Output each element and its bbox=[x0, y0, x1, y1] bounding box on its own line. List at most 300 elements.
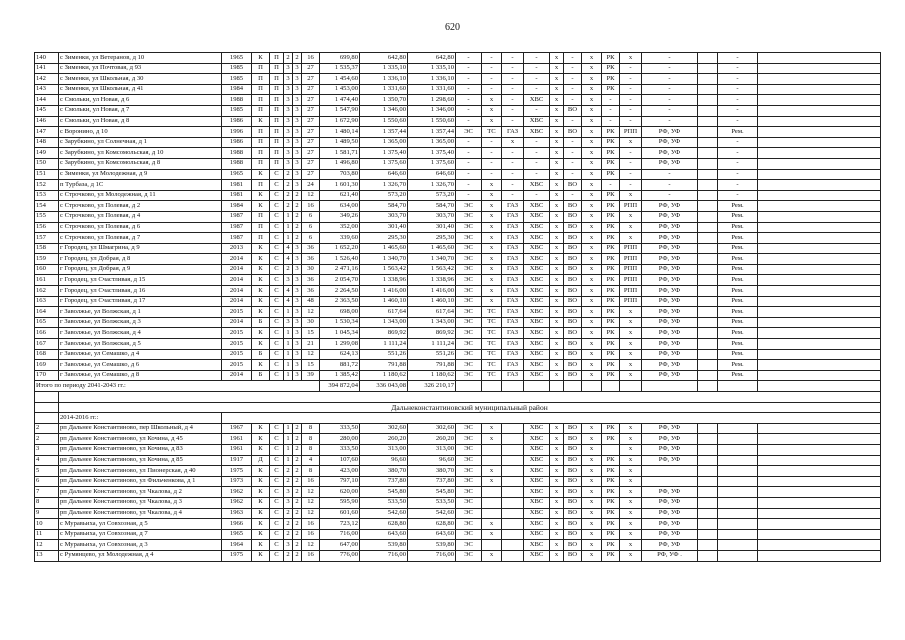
table-cell: РК bbox=[602, 211, 620, 222]
table-cell: К bbox=[252, 508, 270, 519]
table-cell: 1962 bbox=[222, 487, 252, 498]
table-cell: 27 bbox=[302, 127, 320, 138]
table-cell: х bbox=[620, 233, 642, 244]
table-cell: 1 550,60 bbox=[408, 116, 456, 127]
table-cell: х bbox=[482, 529, 502, 540]
table-cell: П bbox=[270, 105, 284, 116]
table-cell: РФ, УФ bbox=[642, 254, 698, 265]
table-cell: К bbox=[252, 201, 270, 212]
table-row bbox=[35, 264, 881, 275]
table-cell: г Заволжье, ул Семашко, д 4 bbox=[59, 349, 222, 360]
table-cell: 158 bbox=[35, 243, 59, 254]
table-cell: 1 bbox=[284, 233, 293, 244]
table-cell: 3 bbox=[284, 137, 293, 148]
table-cell: х bbox=[582, 180, 602, 191]
table-cell: с Строчково, ул Полевая, д 6 bbox=[59, 222, 222, 233]
table-cell: - bbox=[602, 180, 620, 191]
table-cell bbox=[502, 519, 524, 530]
table-row bbox=[35, 116, 881, 127]
table-cell bbox=[718, 466, 758, 477]
table-cell bbox=[698, 349, 718, 360]
table-cell: 3 bbox=[293, 169, 302, 180]
table-cell: х bbox=[550, 53, 564, 64]
table-cell: 539,80 bbox=[408, 540, 456, 551]
table-cell: х bbox=[582, 169, 602, 180]
table-cell: с Зарубкино, ул Солнечная, д 1 bbox=[59, 137, 222, 148]
table-cell: 1 453,00 bbox=[320, 84, 360, 95]
table-cell: рп Дальнее Константиново, пер Школьный, д 4 bbox=[59, 423, 222, 434]
table-cell: П bbox=[270, 63, 284, 74]
table-cell: ВО bbox=[564, 455, 582, 466]
table-cell: С bbox=[270, 275, 284, 286]
table-cell: ЭС bbox=[456, 444, 482, 455]
table-cell: 3 bbox=[293, 286, 302, 297]
table-cell: 313,00 bbox=[408, 444, 456, 455]
table-cell: С bbox=[270, 211, 284, 222]
table-cell: С bbox=[270, 169, 284, 180]
table-cell: г Заволжье, ул Волжская, д 1 bbox=[59, 307, 222, 318]
table-cell: - bbox=[564, 169, 582, 180]
table-cell: - bbox=[502, 180, 524, 191]
table-cell bbox=[698, 328, 718, 339]
table-cell: с Муравьиха, ул Совхозная, д 7 bbox=[59, 529, 222, 540]
table-cell: РК bbox=[602, 286, 620, 297]
table-cell: х bbox=[620, 190, 642, 201]
table-cell: П bbox=[252, 233, 270, 244]
table-cell bbox=[698, 74, 718, 85]
table-cell: 2 bbox=[284, 169, 293, 180]
table-cell bbox=[758, 63, 881, 74]
table-cell bbox=[718, 423, 758, 434]
table-cell: 16 bbox=[302, 201, 320, 212]
table-cell: РК bbox=[602, 434, 620, 445]
table-cell: ХВС bbox=[524, 487, 550, 498]
table-cell bbox=[758, 476, 881, 487]
table-cell: 1973 bbox=[222, 476, 252, 487]
table-cell: х bbox=[550, 349, 564, 360]
table-cell: РК bbox=[602, 148, 620, 159]
table-cell bbox=[698, 95, 718, 106]
table-cell: х bbox=[550, 444, 564, 455]
table-cell: 3 bbox=[293, 254, 302, 265]
table-cell: 339,60 bbox=[320, 233, 360, 244]
table-cell: РК bbox=[602, 508, 620, 519]
table-cell: РПП bbox=[620, 286, 642, 297]
table-cell: ВО bbox=[564, 519, 582, 530]
table-cell bbox=[502, 476, 524, 487]
table-cell: 2 bbox=[284, 519, 293, 530]
table-cell: 3 bbox=[293, 137, 302, 148]
table-cell: П bbox=[270, 127, 284, 138]
table-cell: ЭС bbox=[456, 254, 482, 265]
table-cell: РФ, УФ bbox=[642, 264, 698, 275]
table-cell: 620,00 bbox=[320, 487, 360, 498]
table-cell: 643,60 bbox=[360, 529, 408, 540]
table-cell: С bbox=[270, 529, 284, 540]
table-cell: 2014 bbox=[222, 254, 252, 265]
table-cell bbox=[718, 476, 758, 487]
table-cell: - bbox=[564, 148, 582, 159]
table-cell: Рем. bbox=[718, 317, 758, 328]
table-cell: 151 bbox=[35, 169, 59, 180]
table-cell: х bbox=[550, 550, 564, 561]
table-cell: - bbox=[602, 105, 620, 116]
table-cell: - bbox=[524, 53, 550, 64]
table-cell: 1975 bbox=[222, 550, 252, 561]
table-cell: РФ, УФ bbox=[642, 508, 698, 519]
table-cell: х bbox=[582, 254, 602, 265]
table-cell: 140 bbox=[35, 53, 59, 64]
table-row bbox=[35, 158, 881, 169]
table-cell bbox=[718, 540, 758, 551]
table-cell: рп Дальнее Константиново, ул Пионерская, д 40 bbox=[59, 466, 222, 477]
table-cell: ЭС bbox=[456, 540, 482, 551]
table-cell: - bbox=[620, 105, 642, 116]
table-cell: К bbox=[252, 444, 270, 455]
table-cell: 1 465,60 bbox=[408, 243, 456, 254]
table-cell: 303,70 bbox=[408, 211, 456, 222]
table-cell: РФ, УФ bbox=[642, 317, 698, 328]
table-cell: г Заволжье, ул Семашко, д 8 bbox=[59, 370, 222, 381]
table-cell: х bbox=[620, 529, 642, 540]
table-row bbox=[35, 74, 881, 85]
table-cell: 303,70 bbox=[360, 211, 408, 222]
table-cell: ВО bbox=[564, 233, 582, 244]
table-cell: - bbox=[482, 169, 502, 180]
table-cell: РК bbox=[602, 275, 620, 286]
table-cell: 3 bbox=[284, 497, 293, 508]
table-cell: ЭС bbox=[456, 466, 482, 477]
table-cell: С bbox=[270, 466, 284, 477]
table-cell: РК bbox=[602, 264, 620, 275]
table-cell: С bbox=[270, 497, 284, 508]
table-cell: 4 bbox=[302, 455, 320, 466]
table-cell: ВО bbox=[564, 127, 582, 138]
table-cell: 1 357,44 bbox=[360, 127, 408, 138]
table-cell: х bbox=[620, 466, 642, 477]
table-cell: 2 bbox=[293, 487, 302, 498]
table-cell: - bbox=[456, 74, 482, 85]
page-number: 620 bbox=[445, 22, 460, 33]
table-cell: ЭС bbox=[456, 487, 482, 498]
table-cell bbox=[758, 519, 881, 530]
table-cell: ХВС bbox=[524, 349, 550, 360]
table-cell: 1 535,37 bbox=[320, 63, 360, 74]
table-cell: 699,80 bbox=[320, 53, 360, 64]
table-cell: ХВС bbox=[524, 95, 550, 106]
table-cell: С bbox=[270, 349, 284, 360]
table-cell: ТС bbox=[482, 349, 502, 360]
table-cell: рп Дальнее Константиново, ул Кочина, д 83 bbox=[59, 444, 222, 455]
table-cell: - bbox=[564, 95, 582, 106]
table-cell: х bbox=[582, 74, 602, 85]
table-cell: - bbox=[718, 95, 758, 106]
table-row bbox=[35, 540, 881, 551]
table-cell: г Городец, ул Счастливая, д 17 bbox=[59, 296, 222, 307]
table-cell: х bbox=[582, 508, 602, 519]
table-cell: 601,60 bbox=[320, 508, 360, 519]
table-cell: ХВС bbox=[524, 370, 550, 381]
table-cell: - bbox=[642, 63, 698, 74]
table-cell: х bbox=[502, 137, 524, 148]
table-cell: 1 652,20 bbox=[320, 243, 360, 254]
table-cell bbox=[718, 434, 758, 445]
table-cell: П bbox=[270, 158, 284, 169]
table-cell: ХВС bbox=[524, 307, 550, 318]
table-cell: 2 bbox=[293, 222, 302, 233]
table-cell: П bbox=[252, 222, 270, 233]
table-cell: РК bbox=[602, 127, 620, 138]
table-cell: рп Дальнее Константиново, ул Кочина, д 85 bbox=[59, 455, 222, 466]
period-header-row bbox=[35, 413, 881, 424]
table-cell: 1963 bbox=[222, 508, 252, 519]
table-cell: РФ, УФ bbox=[642, 307, 698, 318]
table-cell: 169 bbox=[35, 360, 59, 371]
table-cell: 1 343,00 bbox=[408, 317, 456, 328]
table-cell: ВО bbox=[564, 339, 582, 350]
table-cell: С bbox=[270, 286, 284, 297]
table-cell: х bbox=[550, 370, 564, 381]
table-row bbox=[35, 487, 881, 498]
table-cell bbox=[758, 95, 881, 106]
table-cell: 1965 bbox=[222, 169, 252, 180]
table-cell: ЭС bbox=[456, 275, 482, 286]
table-cell: 36 bbox=[302, 254, 320, 265]
table-cell: 27 bbox=[302, 74, 320, 85]
table-cell: ГАЗ bbox=[502, 307, 524, 318]
table-cell: 1 346,00 bbox=[408, 105, 456, 116]
table-cell: П bbox=[252, 180, 270, 191]
table-cell: 2 bbox=[293, 519, 302, 530]
table-cell: - bbox=[642, 180, 698, 191]
table-cell: П bbox=[252, 211, 270, 222]
table-cell: - bbox=[482, 74, 502, 85]
table-cell: ЭС bbox=[456, 222, 482, 233]
table-cell: х bbox=[582, 243, 602, 254]
table-cell bbox=[758, 360, 881, 371]
table-cell: 642,80 bbox=[360, 53, 408, 64]
table-cell: 3 bbox=[293, 360, 302, 371]
table-cell: ХВС bbox=[524, 264, 550, 275]
table-cell: 617,64 bbox=[360, 307, 408, 318]
table-cell: РФ, УФ bbox=[642, 339, 698, 350]
table-cell: 3 bbox=[293, 158, 302, 169]
table-cell: 10 bbox=[35, 519, 59, 530]
table-cell: 27 bbox=[302, 95, 320, 106]
table-cell: 791,88 bbox=[408, 360, 456, 371]
table-cell: С bbox=[270, 190, 284, 201]
table-cell: 1 385,42 bbox=[320, 370, 360, 381]
table-cell: 1 045,34 bbox=[320, 328, 360, 339]
table-cell: х bbox=[550, 296, 564, 307]
table-cell: 3 bbox=[293, 243, 302, 254]
table-cell bbox=[698, 550, 718, 561]
table-cell: ТС bbox=[482, 339, 502, 350]
table-cell: 166 bbox=[35, 328, 59, 339]
table-row bbox=[35, 519, 881, 530]
table-cell: 1 672,90 bbox=[320, 116, 360, 127]
table-cell: 1981 bbox=[222, 190, 252, 201]
table-cell: 2 bbox=[293, 233, 302, 244]
table-cell: 595,90 bbox=[320, 497, 360, 508]
table-cell: ХВС bbox=[524, 434, 550, 445]
table-cell bbox=[698, 201, 718, 212]
table-cell: РК bbox=[602, 53, 620, 64]
table-cell: К bbox=[252, 53, 270, 64]
table-cell: 2 bbox=[293, 497, 302, 508]
table-cell: ВО bbox=[564, 296, 582, 307]
table-cell: х bbox=[620, 455, 642, 466]
table-cell: 157 bbox=[35, 233, 59, 244]
table-cell: - bbox=[502, 105, 524, 116]
table-cell: Рем. bbox=[718, 211, 758, 222]
table-cell: 617,64 bbox=[408, 307, 456, 318]
table-cell bbox=[698, 158, 718, 169]
table-cell: РФ, УФ bbox=[642, 349, 698, 360]
table-cell: 646,60 bbox=[360, 169, 408, 180]
table-cell: ТС bbox=[482, 307, 502, 318]
table-cell: 16 bbox=[302, 550, 320, 561]
table-cell: - bbox=[564, 74, 582, 85]
table-cell: 3 bbox=[284, 105, 293, 116]
table-cell: 2015 bbox=[222, 360, 252, 371]
table-cell: х bbox=[550, 497, 564, 508]
table-cell: 1 bbox=[284, 444, 293, 455]
table-cell: 352,00 bbox=[320, 222, 360, 233]
table-cell: 542,60 bbox=[408, 508, 456, 519]
table-cell: х bbox=[582, 339, 602, 350]
table-cell: с Строчково, ул Молодежная, д 11 bbox=[59, 190, 222, 201]
table-cell: РК bbox=[602, 370, 620, 381]
table-cell: 164 bbox=[35, 307, 59, 318]
table-cell: РФ, УФ bbox=[642, 127, 698, 138]
table-cell: - bbox=[502, 63, 524, 74]
table-row bbox=[35, 233, 881, 244]
table-cell: 302,60 bbox=[360, 423, 408, 434]
table-cell: РФ, УФ bbox=[642, 423, 698, 434]
table-cell: 302,60 bbox=[408, 423, 456, 434]
table-cell: 149 bbox=[35, 148, 59, 159]
table-cell: с Зарубкино, ул Комсомольская, д 8 bbox=[59, 158, 222, 169]
table-cell bbox=[502, 540, 524, 551]
table-cell: П bbox=[252, 148, 270, 159]
table-cell: - bbox=[602, 116, 620, 127]
table-cell: х bbox=[482, 201, 502, 212]
table-cell: 153 bbox=[35, 190, 59, 201]
table-cell: ХВС bbox=[524, 423, 550, 434]
table-cell: 141 bbox=[35, 63, 59, 74]
table-cell: 30 bbox=[302, 264, 320, 275]
table-cell: 1 bbox=[284, 455, 293, 466]
table-cell: с Строчково, ул Полевая, д 2 bbox=[59, 201, 222, 212]
table-cell: Д bbox=[252, 455, 270, 466]
table-cell: 160 bbox=[35, 264, 59, 275]
table-cell bbox=[758, 137, 881, 148]
table-cell bbox=[758, 487, 881, 498]
table-cell: 2 bbox=[293, 466, 302, 477]
table-cell: - bbox=[620, 148, 642, 159]
table-row bbox=[35, 201, 881, 212]
table-cell: х bbox=[550, 180, 564, 191]
table-row bbox=[35, 148, 881, 159]
table-cell: К bbox=[252, 529, 270, 540]
table-cell: С bbox=[270, 243, 284, 254]
table-cell: - bbox=[502, 190, 524, 201]
table-cell: х bbox=[620, 540, 642, 551]
table-cell: х bbox=[550, 63, 564, 74]
table-cell: 2 264,50 bbox=[320, 286, 360, 297]
table-cell: 1986 bbox=[222, 116, 252, 127]
table-cell: 333,50 bbox=[320, 444, 360, 455]
table-cell: ЭС bbox=[456, 508, 482, 519]
total-area: 394 872,04 bbox=[320, 381, 360, 392]
table-cell bbox=[758, 455, 881, 466]
table-cell: К bbox=[252, 169, 270, 180]
table-cell: 869,92 bbox=[408, 328, 456, 339]
table-cell: 3 bbox=[293, 116, 302, 127]
table-cell bbox=[718, 497, 758, 508]
table-cell: ВО bbox=[564, 243, 582, 254]
table-cell: Б bbox=[252, 370, 270, 381]
table-cell: - bbox=[642, 84, 698, 95]
table-cell: ВО bbox=[564, 476, 582, 487]
table-cell: РФ, УФ bbox=[642, 487, 698, 498]
table-cell: 1985 bbox=[222, 105, 252, 116]
table-cell: П bbox=[270, 148, 284, 159]
district-title: Дальнеконстантиновский муниципальный район bbox=[59, 402, 881, 413]
table-cell: РК bbox=[602, 487, 620, 498]
table-cell: 1 375,40 bbox=[360, 148, 408, 159]
table-cell: 1 335,10 bbox=[408, 63, 456, 74]
table-cell: 4 bbox=[284, 243, 293, 254]
table-cell: х bbox=[582, 211, 602, 222]
table-cell: РФ, УФ bbox=[642, 360, 698, 371]
table-cell bbox=[758, 307, 881, 318]
table-cell: х bbox=[482, 180, 502, 191]
table-cell: ВО bbox=[564, 328, 582, 339]
table-cell: Рем. bbox=[718, 349, 758, 360]
table-cell: 1 375,60 bbox=[360, 158, 408, 169]
table-cell bbox=[698, 307, 718, 318]
table-cell: ХВС bbox=[524, 275, 550, 286]
table-cell: х bbox=[482, 476, 502, 487]
table-cell: х bbox=[582, 370, 602, 381]
table-cell: ХВС bbox=[524, 211, 550, 222]
table-cell: - bbox=[502, 148, 524, 159]
table-cell: 260,20 bbox=[360, 434, 408, 445]
table-cell: 107,60 bbox=[320, 455, 360, 466]
table-cell: 2 bbox=[293, 508, 302, 519]
table-cell bbox=[698, 487, 718, 498]
table-cell: 333,50 bbox=[320, 423, 360, 434]
table-cell: ГАЗ bbox=[502, 254, 524, 265]
table-cell: С bbox=[270, 423, 284, 434]
table-cell: 1 180,62 bbox=[360, 370, 408, 381]
table-cell: 1 357,44 bbox=[408, 127, 456, 138]
table-cell: х bbox=[482, 275, 502, 286]
table-cell: РФ, УФ bbox=[642, 444, 698, 455]
table-cell: - bbox=[718, 190, 758, 201]
table-cell: - bbox=[620, 95, 642, 106]
table-cell: ХВС bbox=[524, 444, 550, 455]
table-cell: П bbox=[252, 95, 270, 106]
table-cell: 2 bbox=[293, 211, 302, 222]
table-cell: ГАЗ bbox=[502, 264, 524, 275]
table-cell: 380,70 bbox=[360, 466, 408, 477]
table-cell: РК bbox=[602, 254, 620, 265]
table-row bbox=[35, 360, 881, 371]
table-cell: - bbox=[482, 63, 502, 74]
